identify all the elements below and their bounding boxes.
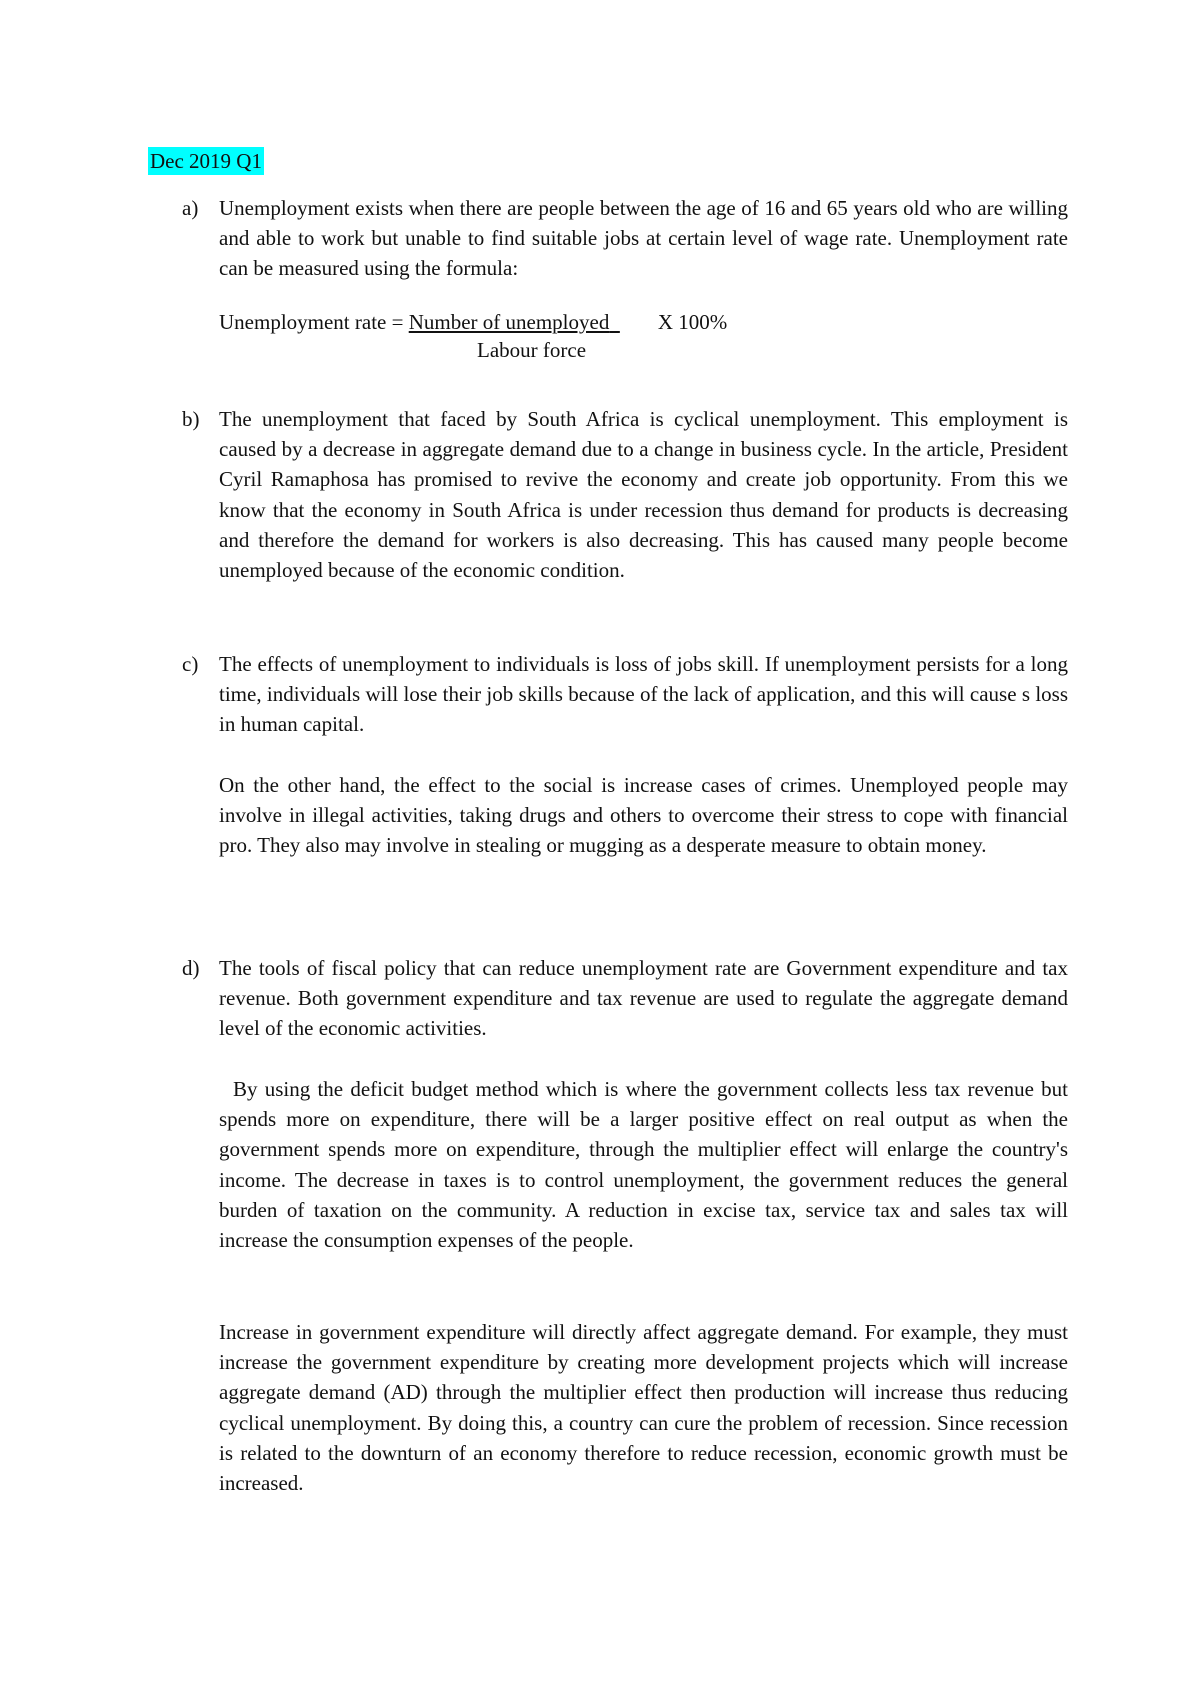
answer-d-text-1: The tools of fiscal policy that can reduce unemployment rate are Government expenditure and tax revenue. Both government expenditure and tax revenue are used to regulate the aggregate demand level of the economic activities.: [219, 956, 1068, 1041]
formula-denominator: Labour force: [477, 338, 587, 362]
answer-c-text-2: On the other hand, the effect to the social is increase cases of crimes. Unemployed people may involve in illegal activities, taking drugs and others to overcome their stress to cope with financial pro. They also may involve in stealing or mugging as a desperate measure to obtain money.: [219, 773, 1068, 858]
formula-numerator-line: [219, 307, 727, 337]
answer-d-text-3: Increase in government expenditure will directly affect aggregate demand. For example, they must increase the government expenditure by creating more development projects which will increase aggregate demand (AD) through the multiplier effect then production will increase thus reducing cyclical unemployment. By doing this, a country can cure the problem of recession. Since recession is related to the downturn of an economy therefore to reduce recession, economic growth must be increased.: [219, 1320, 1068, 1496]
answer-d-marker: d): [182, 956, 200, 980]
answer-a-marker: a): [182, 196, 199, 220]
answer-c-marker: c): [182, 652, 199, 676]
answer-b-text: The unemployment that faced by South Africa is cyclical unemployment. This employment is caused by a decrease in aggregate demand due to a change in business cycle. In the article, President Cyril Ramaphosa has promised to revive the economy and create job opportunity. From this we know that the economy in South Africa is under recession thus demand for products is decreasing and therefore the demand for workers is also decreasing. This has caused many people become unemployed because of the economic condition.: [219, 407, 1068, 583]
formula-multiplier: X 100%: [657, 310, 728, 334]
formula-numerator: Number of unemployed: [408, 310, 610, 334]
answer-d-text-2: By using the deficit budget method which is where the government collects less tax revenue but spends more on expenditure, there will be a larger positive effect on real output as when the government spends more on expenditure, through the multiplier effect will enlarge the country's income. The decrease in taxes is to control unemployment, the government reduces the general burden of taxation on the community. A reduction in excise tax, service tax and sales tax will increase the consumption expenses of the people.: [219, 1077, 1068, 1253]
answer-a-text: Unemployment exists when there are people between the age of 16 and 65 years old who are willing and able to work but unable to find suitable jobs at certain level of wage rate. Unemployment rate can be measured using the formula:: [219, 196, 1068, 281]
answer-c-text-1: The effects of unemployment to individuals is loss of jobs skill. If unemployment persists for a long time, individuals will lose their job skills because of the lack of application, and this will cause s loss in human capital.: [219, 652, 1068, 737]
answer-b-marker: b): [182, 407, 200, 431]
document-title: Dec 2019 Q1: [150, 149, 262, 173]
formula-lhs: Unemployment rate =: [219, 310, 409, 334]
